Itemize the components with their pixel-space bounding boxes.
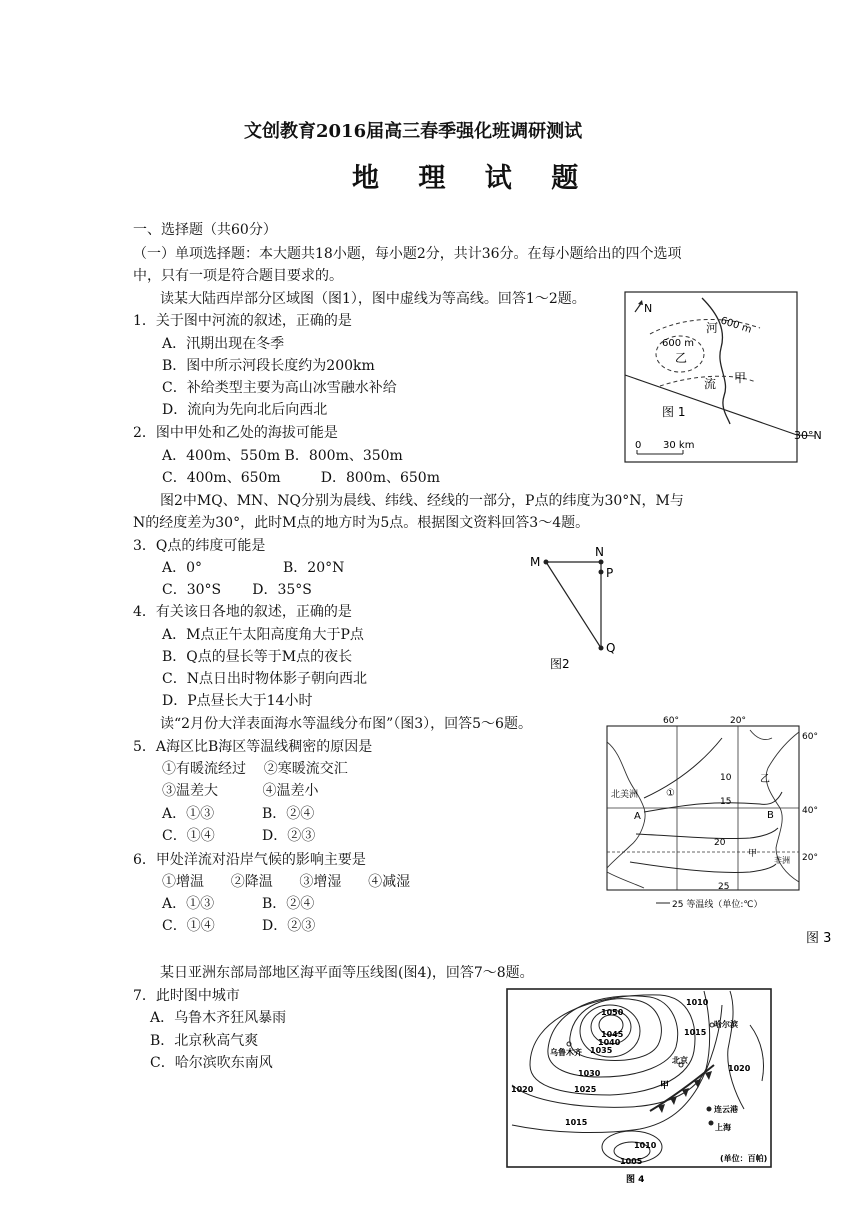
north-arrowhead-icon: [638, 300, 643, 305]
city-label-harbin: 哈尔滨: [714, 1020, 738, 1029]
figure-1-caption: 图 1: [662, 405, 686, 419]
q4-option-d: D．P点昼长大于14小时: [162, 693, 313, 709]
coast-north-america: [607, 742, 645, 868]
label-circle-1: ①: [666, 788, 675, 799]
q4-option-c: C．N点日出时物体影子朝向西北: [162, 671, 367, 687]
q7-option-b: B．北京秋高气爽: [150, 1033, 259, 1049]
q5-stem: 5．A海区比B海区等温线稠密的原因是: [133, 739, 373, 755]
isobar-1010-east: [728, 991, 744, 1109]
label-a: A: [634, 811, 641, 822]
isobar-1015: [512, 1005, 722, 1132]
isobar-label-1020-west: 1020: [511, 1085, 534, 1094]
top-label-60: 60°: [663, 716, 679, 726]
city-label-beijing: 北京: [672, 1056, 688, 1065]
contour-label-600-upper: 600 m: [719, 315, 753, 336]
group2-intro-line2: N的经度差为30°，此时M点的地方时为5点。根据图文资料回答3～4题。: [133, 515, 590, 531]
label-yi-fig3: 乙: [760, 774, 770, 785]
exam-subtitle: 文创教育2016届高三春季强化班调研测试: [244, 121, 583, 142]
q4-stem: 4．有关该日各地的叙述，正确的是: [133, 604, 352, 620]
q4-option-a: A．M点正午太阳高度角大于P点: [162, 627, 364, 643]
city-label-lianyungang: 连云港: [714, 1105, 738, 1114]
figure-4-isobar-map: [500, 985, 780, 1187]
q5-option-b: B．②④: [262, 806, 315, 822]
q3-stem: 3．Q点的纬度可能是: [133, 538, 266, 554]
q1-option-a: A．汛期出现在冬季: [162, 336, 285, 352]
group2-intro-line1: 图2中MQ、MN、NQ分别为晨线、纬线、经线的一部分，P点的纬度为30°N，M与: [160, 493, 684, 509]
q2-options-row1: A．400m、550m B．800m、350m: [162, 448, 403, 464]
isobar-label-1015-south: 1015: [565, 1118, 588, 1127]
label-n: N: [595, 545, 604, 559]
isobar-label-1005: 1005: [620, 1157, 643, 1166]
label-jia: 甲: [734, 371, 747, 385]
isobar-label-1040: 1040: [598, 1038, 621, 1047]
q1-option-c: C．补给类型主要为高山冰雪融水补给: [162, 380, 397, 396]
isotherm-25: [630, 862, 776, 873]
q6-option-b: B．②④: [262, 896, 315, 912]
point-p: [599, 570, 604, 575]
q6-option-c: C．①④: [162, 918, 215, 934]
isobar-label-1035: 1035: [590, 1046, 613, 1055]
right-label-20: 20°: [802, 853, 818, 863]
q7-option-a: A．乌鲁木齐狂风暴雨: [150, 1010, 287, 1026]
isobar-label-1020-east: 1020: [728, 1064, 751, 1073]
figure-2-diagram: [524, 544, 624, 674]
figure-4-caption: 图 4: [626, 1175, 645, 1185]
city-dot-shanghai: [709, 1121, 714, 1126]
q5-option-c: C．①④: [162, 828, 215, 844]
section-heading: 一、选择题（共60分）: [133, 222, 277, 238]
label-q: Q: [606, 641, 616, 655]
isobar-label-1010-north: 1010: [686, 998, 709, 1007]
q5-row1: ①有暖流经过 ②寒暖流交汇: [162, 761, 348, 777]
right-label-40: 40°: [802, 806, 818, 816]
q6-row1: ①增温 ②降温 ③增湿 ④减湿: [162, 874, 411, 890]
isotherm-15: [644, 792, 782, 812]
isotherm-10: [644, 738, 722, 798]
q1-option-d: D．流向为先向北后向西北: [162, 402, 328, 418]
q3-option-a: A．0°: [162, 560, 203, 576]
part-instructions-line2: 中，只有一项是符合题目要求的。: [133, 268, 343, 284]
scale-zero: 0: [635, 440, 642, 451]
q5-option-a: A．①③: [162, 806, 215, 822]
iso-label-20: 20: [714, 838, 726, 848]
q7-option-c: C．哈尔滨吹东南风: [150, 1055, 273, 1071]
iso-label-25: 25: [718, 882, 730, 892]
label-b: B: [767, 810, 774, 821]
latitude-label: 30°N: [794, 429, 822, 442]
label-p: P: [606, 566, 614, 580]
label-north-america: 北美洲: [611, 790, 639, 800]
scale-30km: 30 km: [663, 440, 695, 451]
isobar-1020-east: [750, 1025, 764, 1081]
isobar-label-1015-north: 1015: [684, 1028, 707, 1037]
q1-stem: 1．关于图中河流的叙述，正确的是: [133, 313, 352, 329]
group4-intro: 某日亚洲东部局部地区海平面等压线图(图4)，回答7～8题。: [160, 965, 534, 981]
north-label: N: [644, 302, 653, 315]
isobar-label-1045: 1045: [601, 1030, 624, 1039]
page-title: 地 理 试 题: [352, 163, 594, 194]
top-label-20: 20°: [730, 716, 746, 726]
city-label-urumqi: 乌鲁木齐: [550, 1048, 582, 1057]
isobar-label-1030: 1030: [578, 1069, 601, 1078]
q4-option-b: B．Q点的昼长等于M点的夜长: [162, 649, 353, 665]
figure-3-isotherm-map: [600, 712, 840, 948]
label-africa: 非洲: [774, 856, 790, 865]
river-label-he: 河: [706, 321, 719, 335]
label-yi: 乙: [675, 351, 688, 365]
q2-options-row2: C．400m、650m D．800m、650m: [162, 470, 440, 486]
group3-intro: 读“2月份大洋表面海水等温线分布图”（图3），回答5～6题。: [160, 716, 532, 732]
q3-option-b: B．20°N: [283, 560, 345, 576]
part-instructions-line1: （一）单项选择题：本大题共18小题，每小题2分，共计36分。在每小题给出的四个选项: [133, 246, 682, 262]
q2-stem: 2．图中甲处和乙处的海拔可能是: [133, 425, 338, 441]
isotherm-20: [636, 828, 778, 839]
point-n: [599, 560, 604, 565]
figure-4-unit: (单位：百帕): [720, 1154, 768, 1163]
figure-1-map: [620, 290, 852, 470]
figure-2-caption: 图2: [550, 657, 570, 671]
label-jia-fig4: 甲: [660, 1081, 670, 1091]
river-label-liu: 流: [704, 377, 717, 391]
iso-label-15: 15: [720, 797, 732, 807]
q5-row2: ③温差大 ④温差小: [162, 783, 319, 799]
group1-intro: 读某大陆西岸部分区域图（图1），图中虚线为等高线。回答1～2题。: [160, 291, 586, 307]
isobar-label-1010-south: 1010: [634, 1141, 657, 1150]
q6-option-d: D．②③: [262, 918, 316, 934]
figure-3-legend: 25 等温线（单位:℃）: [672, 900, 763, 910]
label-jia-fig3: 甲: [748, 849, 758, 859]
point-q: [599, 646, 604, 651]
isobar-label-1025: 1025: [574, 1085, 597, 1094]
right-label-60: 60°: [802, 732, 818, 742]
figure-3-caption: 图 3: [806, 931, 832, 946]
isobar-label-1050: 1050: [601, 1008, 624, 1017]
city-label-shanghai: 上海: [715, 1123, 731, 1132]
line-mq: [546, 562, 601, 648]
label-m: M: [530, 555, 541, 569]
contour-label-600-inner: 600 m: [662, 338, 695, 349]
q6-option-a: A．①③: [162, 896, 215, 912]
city-dot-lianyungang: [707, 1107, 712, 1112]
q5-option-d: D．②③: [262, 828, 316, 844]
point-m: [544, 560, 549, 565]
iso-label-10: 10: [720, 773, 732, 783]
q7-stem: 7．此时图中城市: [133, 988, 240, 1004]
q6-stem: 6．甲处洋流对沿岸气候的影响主要是: [133, 852, 366, 868]
q1-option-b: B．图中所示河段长度约为200km: [162, 358, 375, 374]
q3-options-row2: C．30°S D．35°S: [162, 582, 312, 598]
